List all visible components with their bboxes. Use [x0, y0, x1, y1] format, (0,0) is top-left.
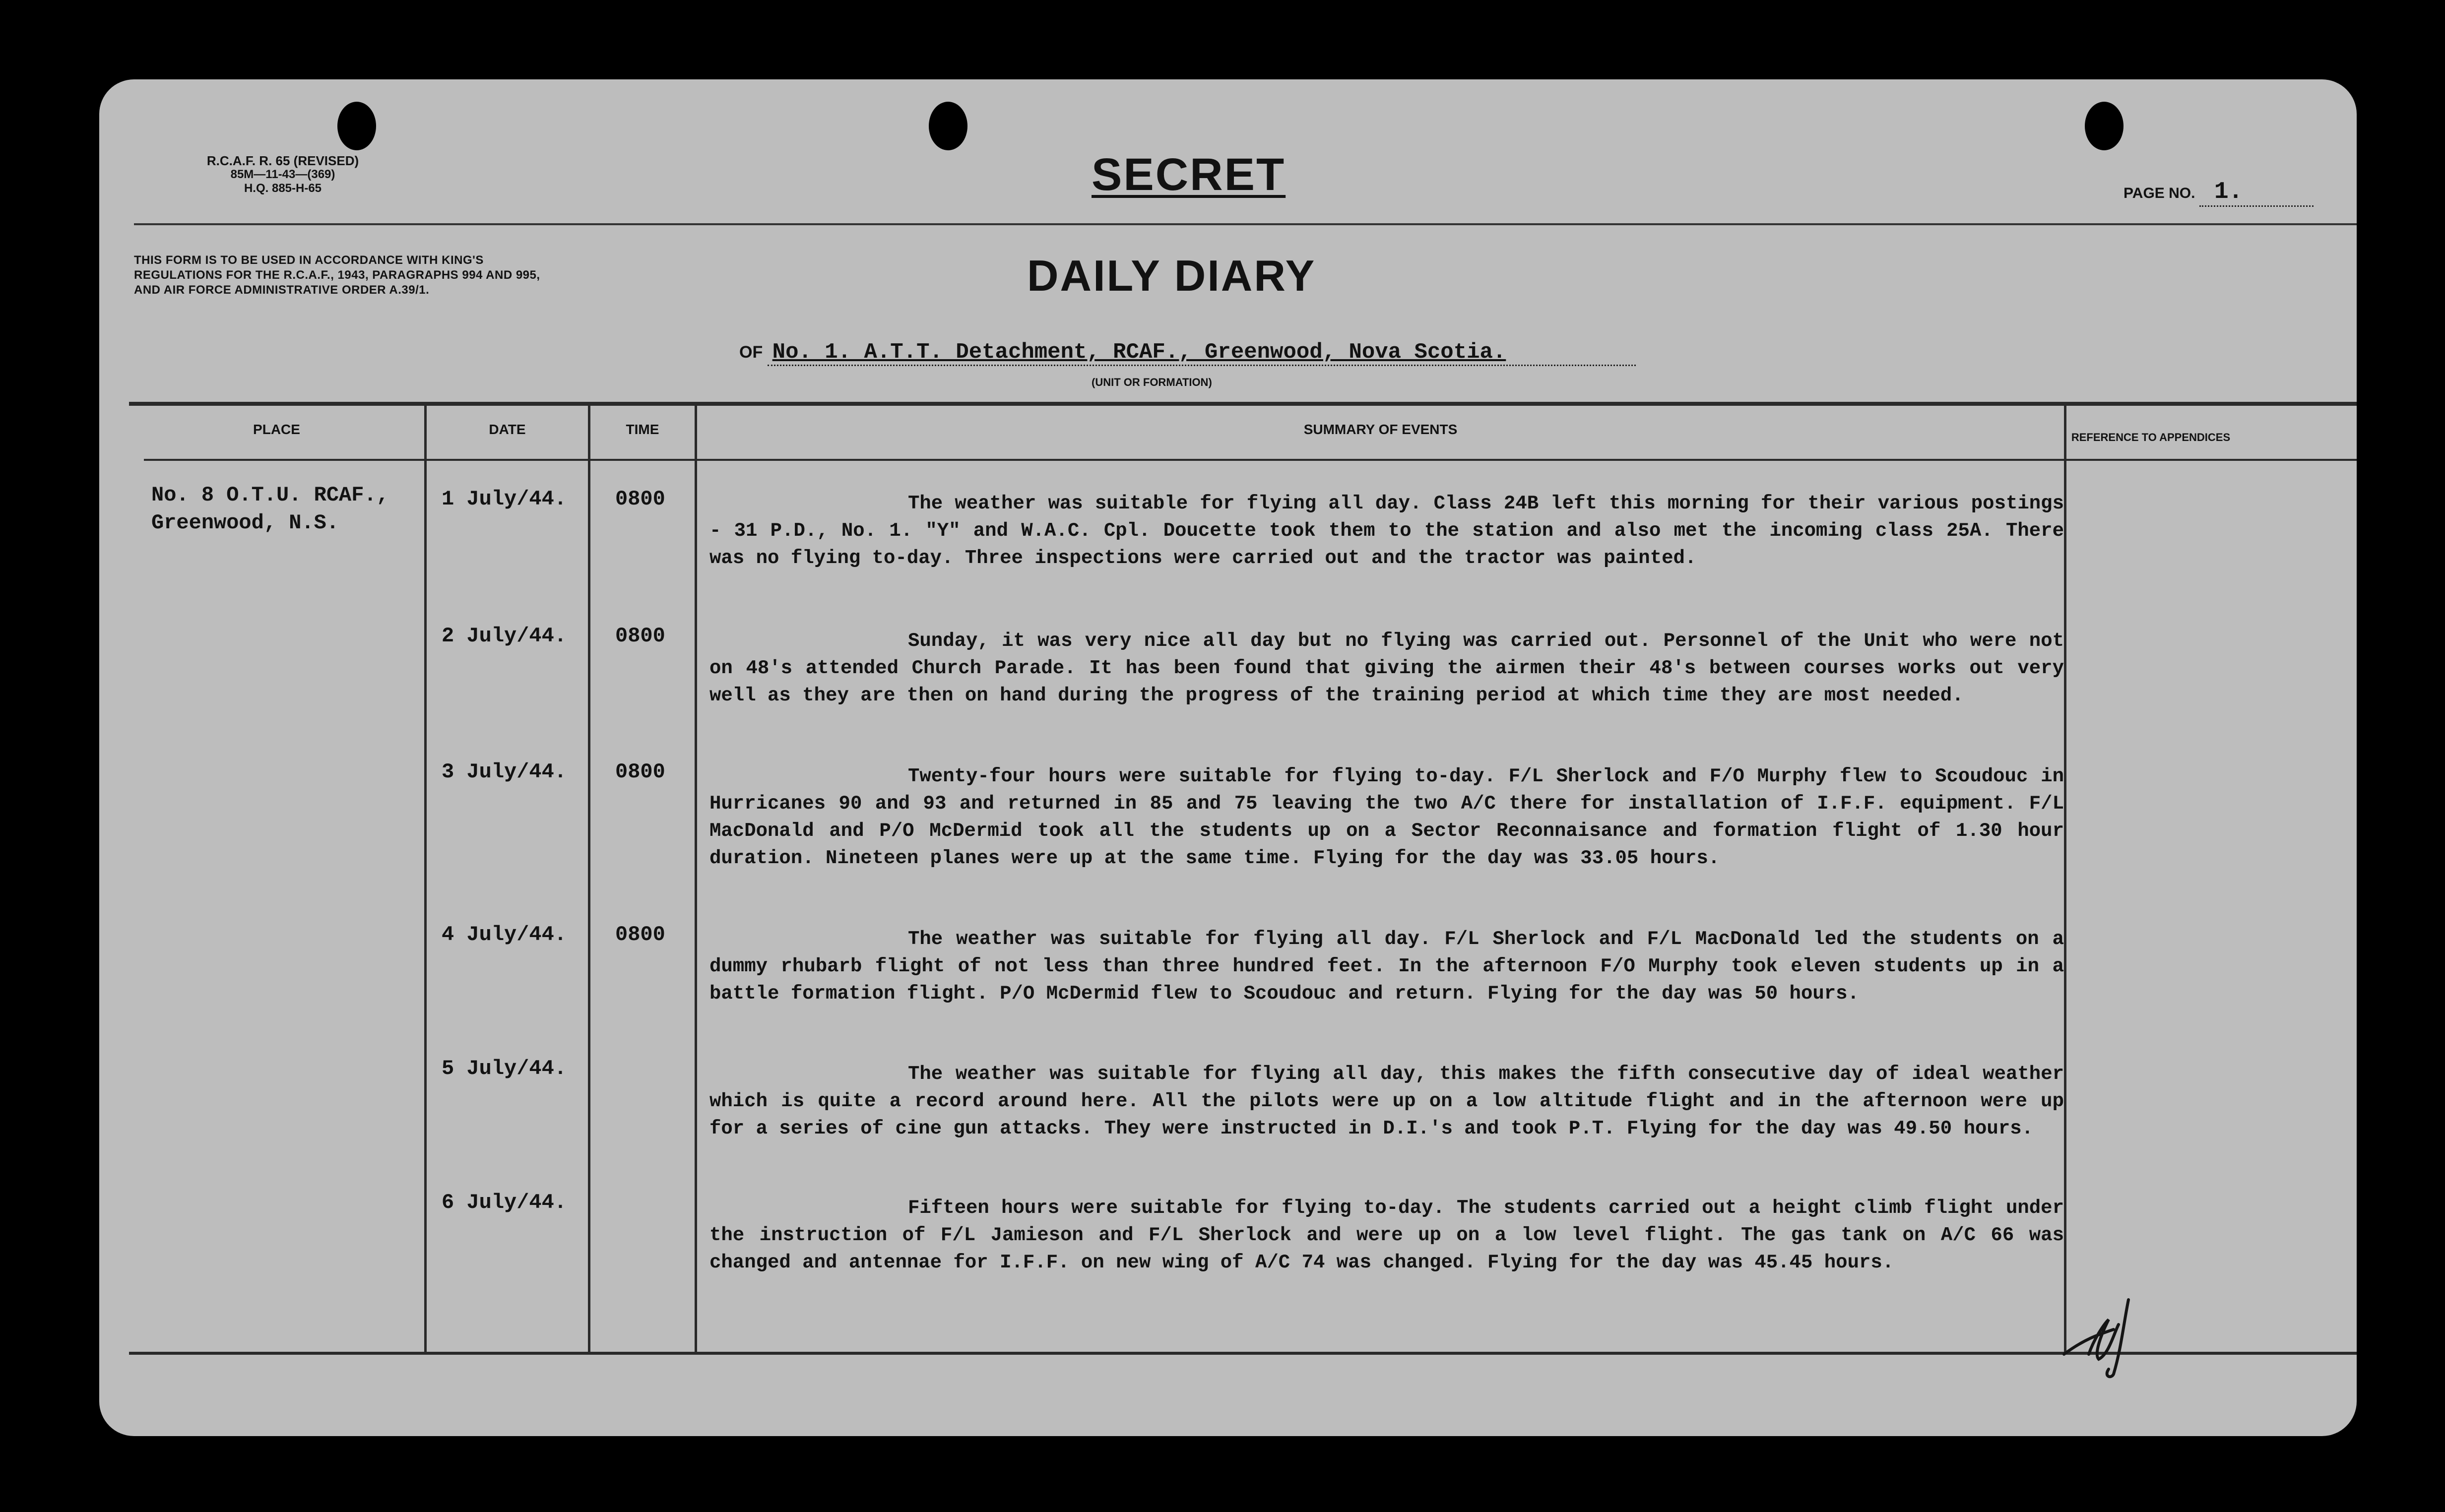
form-hq-number: H.Q. 885-H-65 [244, 182, 322, 195]
unit-of-label: OF [739, 343, 763, 362]
header-rule [134, 223, 2357, 225]
entry-summary: The weather was suitable for flying all day, this makes the fifth consecutive day of ideal weather which is quite a record around here. All the pilots were up on a low altitude flight and in the afternoon were up for a series of cine gun attacks. They were instructed in D.I.'s and took P.T. Flying for the day was 49.50 hours. [709, 1063, 2064, 1139]
punch-hole [2085, 102, 2123, 150]
column-divider [695, 402, 697, 1352]
entry-summary: The weather was suitable for flying all day. F/L Sherlock and F/L MacDonald led the students on a dummy rhubarb flight of not less than three hundred feet. In the afternoon F/O Murphy took eleven students up in a battle formation flight. P/O McDermid flew to Scoudouc and return. Flying for the day was 50 hours. [709, 928, 2064, 1005]
column-divider [2064, 402, 2066, 1352]
page-number-value: 1. [2199, 179, 2314, 207]
place-line: Greenwood, N.S. [151, 511, 339, 535]
column-header-time: TIME [626, 422, 659, 437]
column-divider [424, 402, 427, 1352]
entry-date: 5 July/44. [442, 1057, 567, 1080]
handwritten-initials [2054, 1280, 2153, 1379]
entry-date: 2 July/44. [442, 624, 567, 648]
punch-hole [337, 102, 376, 150]
column-header-place: PLACE [253, 422, 300, 437]
entry-summary: Fifteen hours were suitable for flying to-day. The students carried out a height climb flight under the instruction of F/L Jamieson and F/L Sherlock and were up on a low level flight. The gas tank on A/C 66 was changed and antennae for I.F.F. on new wing of A/C 74 was changed. Flying for the day was 45.45 hours. [709, 1197, 2064, 1273]
column-divider [588, 402, 590, 1352]
unit-caption: (UNIT OR FORMATION) [1092, 376, 1212, 388]
entry-summary: The weather was suitable for flying all day. Class 24B left this morning for their various postings - 31 P.D., No. 1. "Y" and W.A.C. Cpl. Doucette took them to the station and also met the incoming class 25A. There was no flying to-day. Three inspections were carried out and the tractor was painted. [709, 493, 2064, 569]
form-usage-note: THIS FORM IS TO BE USED IN ACCORDANCE WITH KING'S REGULATIONS FOR THE R.C.A.F., 1943, PARAGRAPHS 994 AND 995, AND AIR FORCE ADMINISTRATIVE ORDER A.39/1. [134, 253, 540, 297]
unit-value: No. 1. A.T.T. Detachment, RCAF., Greenwood, Nova Scotia. [768, 340, 1636, 366]
form-stock-number: 85M—11-43—(369) [230, 168, 335, 181]
entry-date: 1 July/44. [442, 487, 567, 511]
entry-time: 0800 [615, 923, 665, 946]
entry-time: 0800 [615, 487, 665, 511]
punch-hole [929, 102, 967, 150]
form-identifier [149, 154, 417, 195]
column-header-summary: SUMMARY OF EVENTS [1303, 422, 1458, 437]
entry-date: 6 July/44. [442, 1191, 567, 1214]
entry-date: 3 July/44. [442, 760, 567, 784]
unit-field [739, 340, 1636, 366]
column-header-date: DATE [489, 422, 526, 437]
entry-date: 4 July/44. [442, 923, 567, 946]
table-top-rule [129, 402, 2357, 406]
column-header-reference: REFERENCE TO APPENDICES [2071, 431, 2231, 443]
table-header-rule [144, 459, 2357, 461]
entry-time: 0800 [615, 760, 665, 784]
form-number: R.C.A.F. R. 65 (REVISED) [206, 153, 359, 168]
entry-summary: Twenty-four hours were suitable for flying to-day. F/L Sherlock and F/O Murphy flew to Scoudouc in Hurricanes 90 and 93 and returned in 85 and 75 leaving the two A/C there for installation of I.F.F. equipment. F/L MacDonald and P/O McDermid took all the students up on a Sector Reconnaisance and formation flight of 1.30 hour duration. Nineteen planes were up at the same time. Flying for the day was 33.05 hours. [709, 765, 2064, 869]
diary-page [99, 79, 2357, 1436]
classification-stamp: SECRET [1092, 149, 1286, 200]
page-number-field [2123, 179, 2314, 207]
place-cell [151, 481, 389, 537]
page-number-label: PAGE NO. [2123, 185, 2195, 201]
entry-time: 0800 [615, 624, 665, 648]
place-line: No. 8 O.T.U. RCAF., [151, 483, 389, 507]
entry-summary: Sunday, it was very nice all day but no flying was carried out. Personnel of the Unit who were not on 48's attended Church Parade. It has been found that giving the airmen their 48's between courses works out very well as they are then on hand during the progress of the training period at which time they are most needed. [709, 630, 2064, 706]
page-title: DAILY DIARY [1027, 251, 1316, 300]
table-bottom-rule [129, 1352, 2357, 1355]
